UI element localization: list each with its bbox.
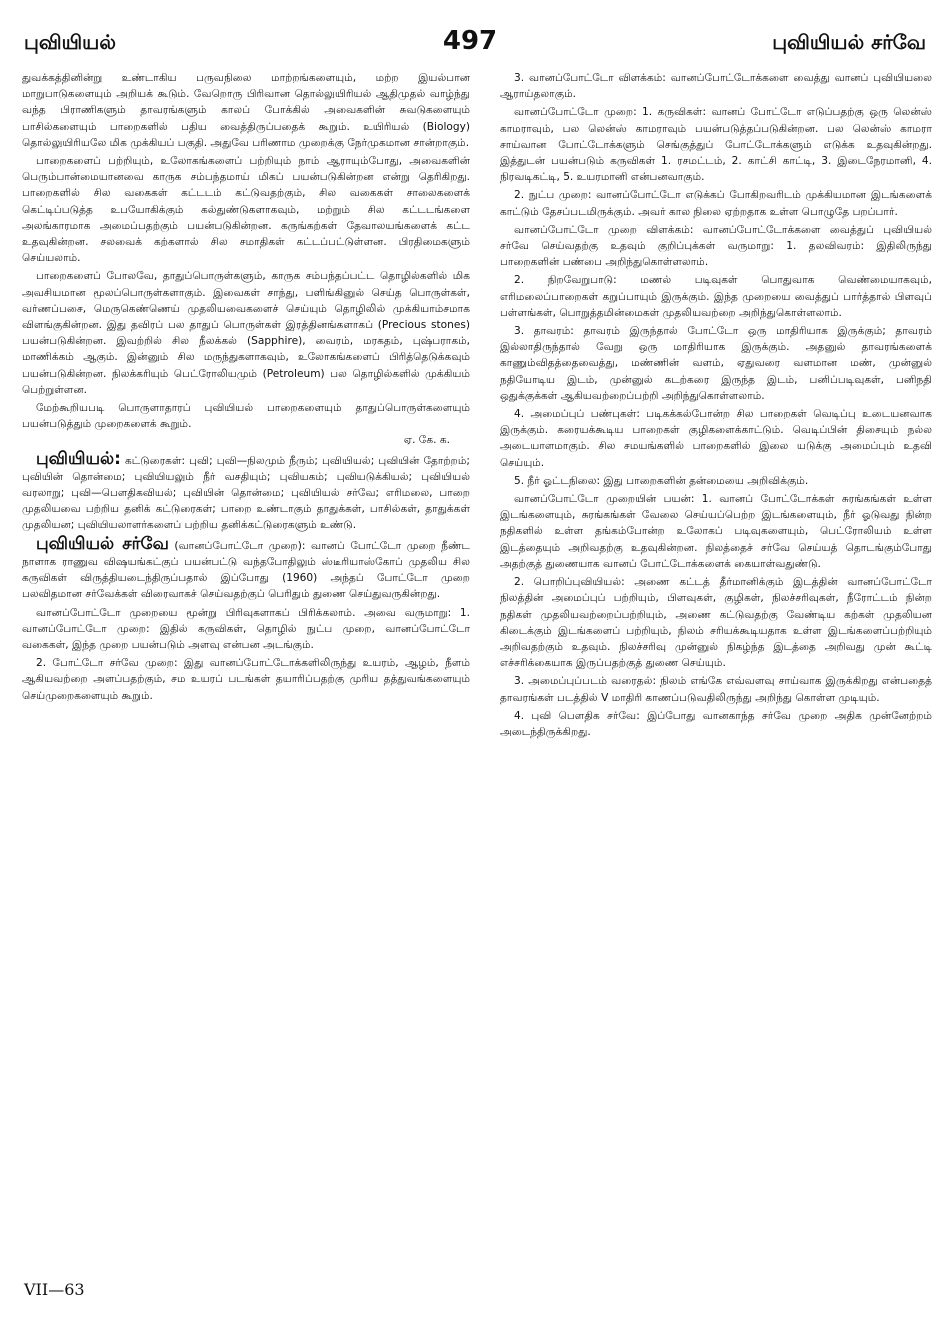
paragraph: பாறைகளைப் போலவே, தாதுப்பொருள்களும், காருக சம்பந்தப்பட்ட தொழில்களில் மிக அவசியமான மூலப்பொருள்களாகும். இவைகள் சாந்து, பளிங்கினுல் செய்த பொருள்கள், வர்ணப்பசை, மெருகெண்ணெய் முதலியவைகளைச் செய்யும் தொழிலில் முக்கியாம்சமாக விளங்குகின்றன. இது தவிரப் பல தாதுப் பொருள்கள் இரத்தினங்களாகப் (Precious stones) பயன்படுகின்றன. இவற்றில் சில நீலக்கல் (Sapphire), வைரம், மரகதம், புஷ்பராகம், மாணிக்கம் ஆகும். இன்னும் சில மருந்துகளாகவும், உலோகங்களைப் பிரித்தெடுக்கவும் பயன்படுகின்றன. நிலக்கரியும் பெட்ரோலியமும் (Petroleum) பல தொழில்களில் முக்கியம் பெற்றுள்ளன. [22,270,470,396]
paragraph: 3. அமைப்புப்படம் வரைதல்: நிலம் எங்கே எவ்வளவு சாய்வாக இருக்கிறது என்பதைத் தாவரங்கள் படத்தில் V மாதிரி காணப்படுவதிலிருந்து அறிந்து கொள்ள முடியும். [500,675,932,704]
paragraph: 5. நீர் ஓட்டநிலை: இது பாறைகளின் தன்மையை அறிவிக்கும். [514,474,809,487]
page-number: 497 [442,26,498,56]
paragraph: பாறைகளைப் பற்றியும், உலோகங்களைப் பற்றியும் நாம் ஆராயும்போது, அவைகளின் பெரும்பான்மையானவை காருக சம்பந்தமாய் மிகப் பயன்படுகின்றன என்று தெரிகிறது. பாறைகளில் சில வகைகள் கட்டடம் கட்டுவதற்கும், சில வகைகள் சாலைகளைக் கெட்டிப்படுத்த உபயோகிக்கும் கல்துண்டுகளாகவும், மற்றும் சில கட்டடங்களை அலங்காரமாக அமைப்பதற்கும் பயன்படுகின்றன. கருங்கற்கள் தேவாலயங்களைக் கட்ட உதவுகின்றன. சலவைக் கற்களால் சில சமாதிகள் கட்டப்பட்டுள்ளன. பிரதிமைகளும் செய்யலாம். [22,155,470,265]
paragraph: 4. புவி பௌதிக சர்வே: இப்போது வானகாந்த சர்வே முறை அதிக முன்னேற்றம் அடைந்திருக்கிறது. [500,709,932,738]
paragraph: 4. அமைப்புப் பண்புகள்: படிகக்கல்போன்ற சில பாறைகள் வெடிப்பு உடையனவாக இருக்கும். கரையக்கூடிய பாறைகள் குழிகளைக்காட்டும். வெடிப்பின் திசையும் நல்ல அடையாளமாகும். சில சமயங்களில் பாறைகளில் இலை யடுக்கு அமைப்பும் உதவி செய்யும். [500,408,932,469]
entry-body: கட்டுரைகள்: புவி; புவி—நிலமும் நீரும்; புவியியல்; புவியின் தோற்றம்; புவியின் தொன்மை; புவியியலும் நீர் வசதியும்; புவியகம்; புவியடுக்கியல்; புவியியல் வரலாறு; புவி—பௌதிகவியல்; புவியின் தொன்மை; புவியியல் சர்வே; எரிமலை, பாறை முதலியவை பற்றிய தனிக் கட்டுரைகள்; பாறை உண்டாகும் தாதுக்கள், பாசில்கள், தாதுக்கள் முதலியன; புவியியலாளர்களைப் பற்றிய தனிக்கட்டுரைகளும் உண்டு. [22,454,470,532]
header-right-title: புவியியல் சர்வே [772,30,926,54]
paragraph: வானப்போட்டோ முறை விளக்கம்: வானப்போட்டோக்களை வைத்துப் புவியியல் சர்வே செய்வதற்கு உதவும் குறிப்புக்கள் வருமாறு: 1. தலவிவரம்: இதிலிருந்து பாறைகளின் பண்பை அறிந்துகொள்ளலாம். [500,223,932,269]
paragraph: 2. நுட்ப முறை: வானப்போட்டோ எடுக்கப் போகிறவரிடம் முக்கியமான இடங்களைக் காட்டும் தேசப்படமிருக்கும். அவர் கால நிலை ஏற்றதாக உள்ள பொழுதே பறப்பார். [500,189,932,218]
header-left-title: புவியியல் [24,30,116,54]
paragraph: 2. நிறவேறுபாடு: மணல் படிவுகள் பொதுவாக வெண்மையாகவும், எரிமலைப்பாறைகள் கறுப்பாயும் இருக்கும். இந்த முறையை வைத்துப் பார்த்தால் பிளவுப் பள்ளங்கள், பொறுத்தமின்மைகள் முதலியவற்றை அறிந்துகொள்ளலாம். [500,274,932,319]
entry-heading: புவியியல் சர்வே [36,533,169,554]
entry-geology [22,448,470,534]
paragraph: 2. பொறிப்புவியியல்: அணை கட்டத் தீர்மானிக்கும் இடத்தின் வானப்போட்டோ நிலத்தின் அமைப்புப் பற்றியும், பிளவுகள், குழிகள், நிலச்சரிவுகள், நீரோட்டம் நின்ற நதிகள் முதலியவற்றைப்பற்றியும், அணை கட்டுவதற்கு வேண்டிய கற்கள் முதலியன கிடைக்கும் இடங்களைப் பற்றியும், நிலம் சரியக்கூடியதாக உள்ள இடங்களைப்பற்றியும் அறிவதற்கும் உதவும். நிலச்சரிவு முன்னுல் நிகழ்ந்த இடத்தை அறிவது முன் கூட்டி எச்சரிக்கையாக இருப்பதற்குத் துணை செய்யும். [500,576,932,670]
paragraph: வானப்போட்டோ முறையை மூன்று பிரிவுகளாகப் பிரிக்கலாம். அவை வருமாறு: 1. வானப்போட்டோ முறை: இதில் கருவிகள், தொழில் நுட்ப முறை, வானப்போட்டோ வகைகள், இந்த முறை பயன்படும் அளவு என்பன அடங்கும். [22,606,470,651]
entry-body: (வானப்போட்டோ முறை): வானப் போட்டோ முறை நீண்ட நாளாக ராணுவ விஷயங்கட்குப் பயன்பட்டு வந்தபோதிலும் ஸ்டீரியாஸ்கோப் முதலிய சில கருவிகள் விருத்தியடைந்திருப்பதால் இப்போது (1960) அந்தப் போட்டோ முறை பலவிதமான சர்வேக்கள் விரைவாகச் செய்வதற்குப் பெரிதும் துணை செய்துவருகின்றது. [22,539,470,601]
paragraph: 2. போட்டோ சர்வே முறை: இது வானப்போட்டோக்களிலிருந்து உயரம், ஆழம், நீளம் ஆகியவற்றை அளப்பதற்கும், சம உயரப் படங்கள் தயாரிப்பதற்கு முரிய தத்துவங்களையும் செய்முறைகளையும் கூறும். [22,657,470,702]
paragraph: துவக்கத்தினின்று உண்டாகிய பருவநிலை மாற்றங்களையும், மற்ற இயல்பான மாறுபாடுகளையும் அறியக் கூடும். வேறொரு பிரிவான தொல்லுயிரியல் ஆதிமுதல் வாழ்ந்து வந்த பிராணிகளும் தாவரங்களும் காலப் போக்கில் அவைகளின் சுவடுகளையும் பாசில்களையும் பாறைகளில் பதிய வைத்திருப்பதைக் கூறும். உயிரியல் (Biology) தொல்லுயிரியலே மிக முக்கியப் பகுதி. அதுவே பரிணாம முறைக்கு நேர்முகமான சான்றாகும். [22,72,470,149]
paragraph: 3. வானப்போட்டோ விளக்கம்: வானப்போட்டோக்களை வைத்து வானப் புவியியலை ஆராய்தலாகும். [500,72,932,101]
left-column [22,70,470,1275]
entry-geological-survey [22,533,470,603]
paragraph: வானப்போட்டோ முறையின் பயன்: 1. வானப் போட்டோக்கள் சுரங்கங்கள் உள்ள இடங்களையும், சுரங்கங்கள் வேலை செய்யப்பெற்ற இடங்களையும், நீர் ஓடுவது நின்ற நதிகளில் உள்ள தங்கம்போன்ற உலோகப் படிவுகளையும், பெட்ரோலியம் உள்ள இடத்தையும் அறிவதற்கு உதவுகின்றன. நிலத்தைச் சர்வே செய்யத் தொடங்கும்போது அதற்குத் துணையாக வானப் போட்டோக்களைக் கையாள்வதுண்டு. [500,493,932,570]
paragraph: வானப்போட்டோ முறை: 1. கருவிகள்: வானப் போட்டோ எடுப்பதற்கு ஒரு லென்ஸ் காமராவும், பல லென்ஸ் காமராவும் பயன்படுத்தப்படுகின்றன. பல லென்ஸ் காமரா சாய்வான போட்டோக்களும் செங்குத்துப் போட்டோக்களும் எடுக்க உதவுகின்றது. இத்துடன் பயன்படும் கருவிகள் 1. ரசமட்டம், 2. காட்சி காட்டி, 3. இடைநேரமானி, 4. நிரவடிகட்டி, 5. உயரமானி என்பனவாகும். [500,106,932,184]
right-column [500,70,932,1275]
paragraph: 3. தாவரம்: தாவரம் இருந்தால் போட்டோ ஒரு மாதிரியாக இருக்கும்; தாவரம் இல்லாதிருந்தால் வேறு ஒரு மாதிரியாக இருக்கும். அதனுல் தாவரங்களைக் காணும்விதத்தைவைத்து, மண்ணின் வளம், ஏதுவரை வளமான மண், முன்னுல் நதியோடிய இடம், முன்னுல் கடற்கரை இருந்த இடம், பனிப்படிவுகள், பனிநதி ஒதுக்குக்கள் ஆகியவற்றைப்பற்றி அறிந்துகொள்ளலாம். [500,325,932,402]
volume-page-code: VII—63 [24,1280,85,1299]
entry-heading: புவியியல்: [36,448,121,469]
paragraph: மேற்கூறியபடி பொருளாதாரப் புவியியல் பாறைகளையும் தாதுப்பொருள்களையும் பயன்படுத்தும் முறைகளைக் கூறும். [22,402,470,431]
author-signature: ஏ. கே. க. [403,434,450,447]
